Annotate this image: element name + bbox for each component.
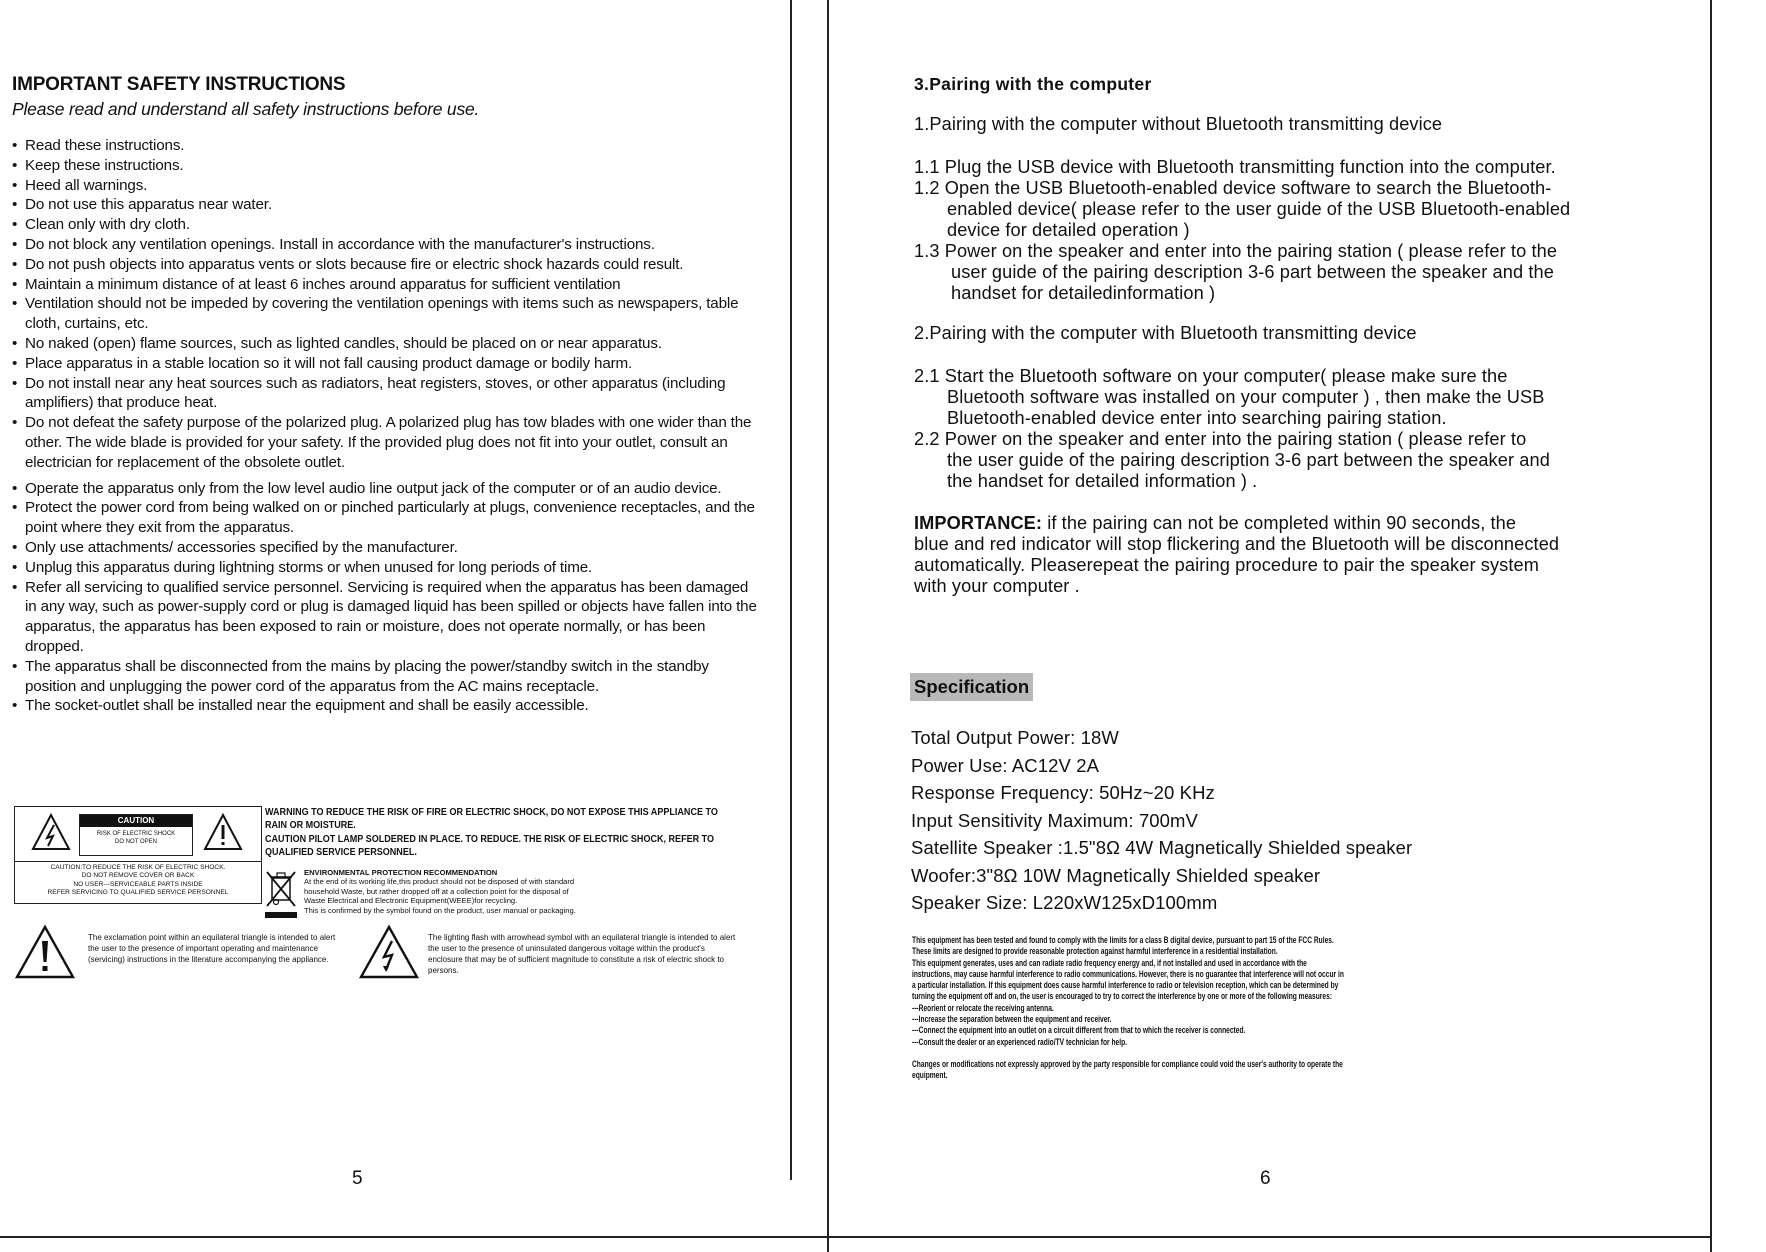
spec-item: Input Sensitivity Maximum: 700mV (911, 809, 1198, 831)
step-2-1: 2.1 Start the Bluetooth software on your computer( please make sure the (914, 366, 1508, 386)
warning-line: WARNING TO REDUCE THE RISK OF FIRE OR ELECTRIC SHOCK, DO NOT EXPOSE THIS APPLIANCE TO (265, 806, 718, 818)
specification-heading: Specification (910, 673, 1033, 701)
exclamation-warning-icon (203, 813, 243, 851)
lightning-triangle-icon (358, 924, 420, 980)
list-item: • Do not defeat the safety purpose of the polarized plug. A polarized plug has tow blades with one wider than the other. The wide blade is provided for your safety. If the provided plug does not fit into your outlet, consult an electrician for replacement of the obsolete outlet. (12, 413, 762, 472)
fcc-line: ---Increase the separation between the equipment and receiver. (912, 1014, 1112, 1025)
spec-item: Satellite Speaker :1.5"8Ω 4W Magnetically Shielded speaker (911, 837, 1413, 858)
exclamation-triangle-icon (14, 924, 76, 980)
step-1-3-cont: handset for detailedinformation ) (951, 283, 1216, 303)
step-2-2: 2.2 Power on the speaker and enter into the pairing station ( please refer to (914, 429, 1527, 449)
step-2-2-cont: the handset for detailed information ) . (947, 471, 1258, 491)
pairing-steps-2 (914, 366, 1550, 492)
caution-label-bottom (17, 864, 259, 898)
caution-bottom-line: CAUTION:TO REDUCE THE RISK OF ELECTRIC SHOCK. (50, 864, 226, 871)
importance-line: with your computer . (914, 576, 1080, 596)
step-1-2: 1.2 Open the USB Bluetooth-enabled device software to search the Bluetooth- (914, 178, 1552, 198)
step-2-1-cont: Bluetooth-enabled device enter into searching pairing station. (947, 408, 1447, 428)
list-item: • Only use attachments/ accessories specified by the manufacturer. (12, 538, 762, 558)
spec-item: Total Output Power: 18W (911, 727, 1119, 748)
fcc-line: These limits are designed to provide reasonable protection against harmful interference in a residential installation. (912, 946, 1278, 957)
left-page (0, 0, 790, 1252)
step-1-1: 1.1 Plug the USB device with Bluetooth transmitting function into the computer. (914, 157, 1556, 177)
list-item: • The socket-outlet shall be installed near the equipment and shall be easily accessible. (12, 696, 762, 716)
importance-note (914, 513, 1559, 597)
caution-label (14, 806, 262, 904)
fcc-line: instructions, may cause harmful interference to radio communications. However, there is no guarantee that interference will not occur in (912, 968, 1344, 979)
env-line: household Waste, but rather dropped off at a collection point for the disposal of (304, 886, 569, 896)
list-item: • Ventilation should not be impeded by covering the ventilation openings with items such as newspapers, table cloth, curtains, etc. (12, 294, 762, 334)
list-item: • Protect the power cord from being walked on or pinched particularly at plugs, convenience receptacles, and the point where they exit from the apparatus. (12, 498, 762, 538)
page-number-left: 5 (352, 1168, 363, 1189)
importance-line (914, 513, 1559, 534)
fcc-line: This equipment generates, uses and can radiate radio frequency energy and, if not installed and used in accordance with the (912, 957, 1307, 968)
env-line: At the end of its working life,this product should not be disposed of with standard (304, 877, 575, 887)
safety-subtitle: Please read and understand all safety instructions before use. (12, 99, 480, 119)
warning-line: QUALIFIED SERVICE PERSONNEL. (265, 846, 417, 859)
caution-bottom-line: DO NOT REMOVE COVER OR BACK (81, 872, 195, 880)
env-title: ENVIRONMENTAL PROTECTION RECOMMENDATION (304, 868, 498, 877)
list-item: • Unplug this apparatus during lightning storms or when unused for long periods of time. (12, 558, 762, 578)
pairing-sub1-title: 1.Pairing with the computer without Bluetooth transmitting device (914, 114, 1443, 134)
list-item: • No naked (open) flame sources, such as lighted candles, should be placed on or near apparatus. (12, 334, 762, 354)
environmental-recommendation (304, 868, 634, 915)
list-item: • Do not push objects into apparatus vents or slots because fire or electric shock hazards could result. (12, 255, 762, 275)
fcc-statement (912, 935, 1622, 1082)
step-2-1-cont: Bluetooth software was installed on your computer ) , then make the USB (947, 387, 1545, 407)
fcc-line: turning the equipment off and on, the user is encouraged to try to correct the interference by one or more of the following measures: (912, 991, 1333, 1002)
safety-title: IMPORTANT SAFETY INSTRUCTIONS (12, 74, 346, 95)
importance-label: IMPORTANCE: (914, 513, 1043, 533)
warning-line: CAUTION PILOT LAMP SOLDERED IN PLACE. TO REDUCE. THE RISK OF ELECTRIC SHOCK, REFER TO (265, 832, 715, 845)
fcc-changes-line: equipment. (912, 1070, 948, 1081)
step-1-3: 1.3 Power on the speaker and enter into the pairing station ( please refer to the (914, 241, 1558, 261)
fcc-changes-line: Changes or modifications not expressly approved by the party responsible for compliance could void the user's authority to operate the (912, 1058, 1343, 1069)
importance-line: blue and red indicator will stop flickering and the Bluetooth will be disconnected (914, 534, 1560, 554)
weee-bin-icon (264, 868, 298, 920)
list-item: • Do not install near any heat sources such as radiators, heat registers, stoves, or other apparatus (including amplifiers) that produce heat. (12, 374, 762, 414)
fcc-line: ---Connect the equipment into an outlet on a circuit different from that to which the receiver is connected. (912, 1025, 1246, 1036)
warning-text (265, 806, 718, 860)
center-fold-line-left (790, 0, 792, 1180)
caution-sub-2: DO NOT OPEN (115, 839, 157, 845)
list-item: • Do not block any ventilation openings. Install in accordance with the manufacturer's instructions. (12, 235, 762, 255)
step-2-2-cont: the user guide of the pairing description 3-6 part between the speaker and (947, 450, 1550, 470)
fcc-line: ---Reorient or relocate the receiving antenna. (912, 1002, 1054, 1013)
importance-line: automatically. Pleaserepeat the pairing procedure to pair the speaker system (914, 555, 1539, 575)
env-line: Waste Electrical and Electronic Equipment(WEEE)for recycling. (304, 896, 518, 906)
list-item: • Maintain a minimum distance of at least 6 inches around apparatus for sufficient ventilation (12, 275, 762, 295)
fcc-line: This equipment has been tested and found to comply with the limits for a class B digital device, pursuant to part 15 of the FCC Rules. (912, 935, 1334, 945)
spec-item: Speaker Size: L220xW125xD100mm (911, 892, 1218, 913)
caution-header: CAUTION (80, 815, 192, 827)
step-1-2-cont: device for detailed operation ) (947, 220, 1190, 240)
caution-center-box (79, 814, 193, 856)
list-item: • Clean only with dry cloth. (12, 215, 762, 235)
importance-text: if the pairing can not be completed within 90 seconds, the (1042, 513, 1517, 533)
pairing-sub2-title: 2.Pairing with the computer with Bluetooth transmitting device (914, 323, 1417, 343)
list-item: • Operate the apparatus only from the low level audio line output jack of the computer or of an audio device. (12, 479, 762, 499)
list-item: • Read these instructions. (12, 136, 762, 156)
step-1-3-cont: user guide of the pairing description 3-6 part between the speaker and the (951, 262, 1554, 282)
pairing-steps-1 (914, 157, 1570, 304)
exclamation-note: The exclamation point within an equilateral triangle is intended to alert the user to the presence of important operating and maintenance (servicing) instructions in the literature accompanying the appliance. (88, 933, 336, 964)
warning-line: RAIN OR MOISTURE. (265, 819, 356, 832)
spec-item: Power Use: AC12V 2A (911, 754, 1100, 776)
list-item: • Place apparatus in a stable location so it will not fall causing product damage or bodily harm. (12, 354, 762, 374)
list-item: • Heed all warnings. (12, 176, 762, 196)
caution-bottom-line: REFER SERVICING TO QUALIFIED SERVICE PERSONNEL (47, 889, 229, 897)
safety-instructions-list (12, 136, 762, 716)
caution-bottom-line: NO USER---SERVICEABLE PARTS INSIDE (73, 880, 203, 888)
caution-label-top (15, 807, 261, 862)
list-item: • Do not use this apparatus near water. (12, 195, 762, 215)
step-1-2-cont: enabled device( please refer to the user guide of the USB Bluetooth-enabled (947, 199, 1571, 219)
caution-sub-1: RISK OF ELECTRIC SHOCK (96, 831, 176, 837)
list-item: • Keep these instructions. (12, 156, 762, 176)
right-page (828, 0, 1728, 1252)
lightning-note: The lighting flash with arrowhead symbol with an equilateral triangle is intended to alert the user to the presence of uninsulated dangerous voltage within the product's enclosure that may be of sufficient magnitude to constitute a risk of electric shock to persons. (428, 933, 736, 975)
env-line: This is confirmed by the symbol found on the product, user manual or packaging. (304, 905, 576, 915)
page-number-right: 6 (1260, 1168, 1271, 1189)
pairing-section-title: 3.Pairing with the computer (914, 74, 1152, 94)
list-item: • The apparatus shall be disconnected from the mains by placing the power/standby switch in the standby position and unplugging the power cord of the apparatus from the AC mains receptacle. (12, 657, 762, 697)
list-item: • Refer all servicing to qualified service personnel. Servicing is required when the apparatus has been damaged in any way, such as power-supply cord or plug is damaged liquid has been spilled or objects have fallen into the apparatus, the apparatus has been exposed to rain or moisture, does not operate normally, or has been dropped. (12, 578, 762, 657)
specification-list (911, 724, 1412, 917)
fcc-line: a particular installation. If this equipment does cause harmful interference to radio or television reception, which can be determined by (912, 980, 1339, 991)
fcc-line: ---Consult the dealer or an experienced radio/TV technician for help. (912, 1036, 1128, 1047)
lightning-warning-icon (31, 813, 71, 851)
spec-item: Response Frequency: 50Hz~20 KHz (911, 782, 1215, 803)
spec-item: Woofer:3"8Ω 10W Magnetically Shielded speaker (911, 864, 1321, 886)
